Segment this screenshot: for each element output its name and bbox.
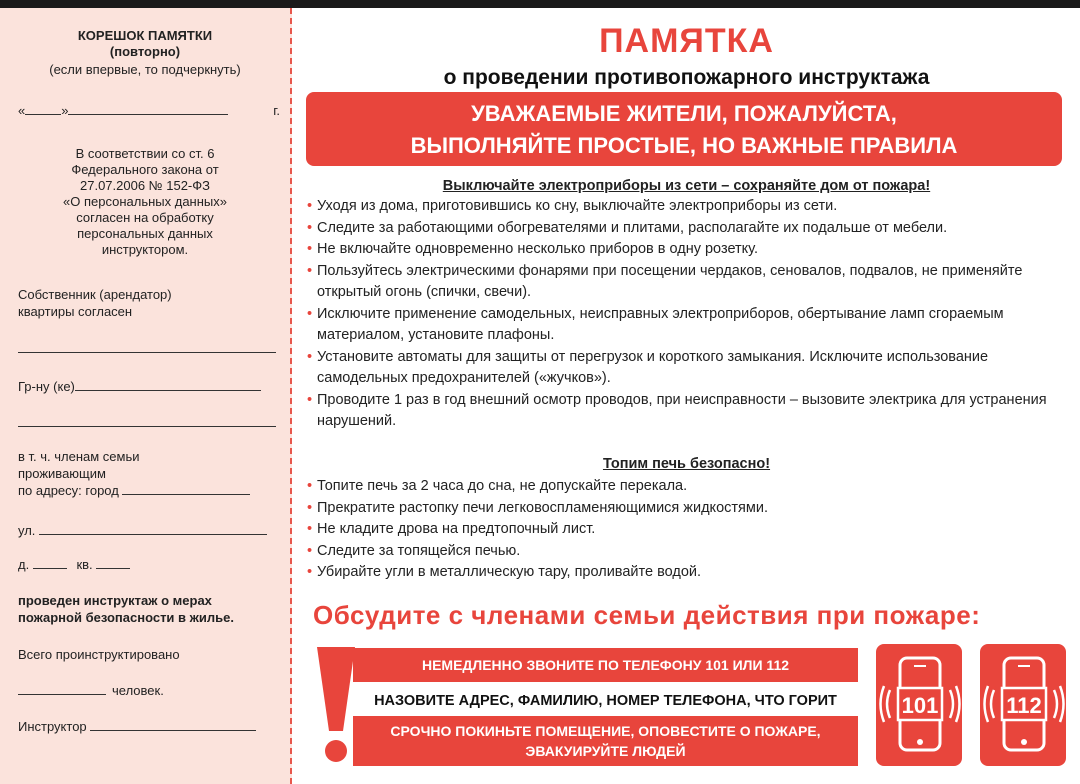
electric-section-title: Выключайте электроприборы из сети – сохраняйте дом от пожара!: [442, 178, 931, 194]
stub-repeat: (повторно): [109, 44, 181, 59]
list-item: • Убирайте угли в металлическую тару, проливайте водой.: [307, 564, 702, 580]
stub-note: (если впервые, то подчеркнуть): [49, 62, 241, 77]
date-day-line[interactable]: [25, 102, 61, 115]
memo-content: [293, 8, 1080, 784]
list-item: • Уходя из дома, приготовившись ко сну, выключайте электроприборы из сети.: [307, 198, 838, 214]
phone-101-icon: [876, 644, 962, 766]
stub-conducted: проведен инструктаж о мерах пожарной безопасности в жилье.: [18, 593, 234, 625]
stub-citizen: Гр-ну (ке): [18, 378, 276, 395]
stub-family: в т. ч. членам семьи проживающим по адресу: город: [18, 448, 276, 499]
citizen-extra-line[interactable]: [18, 426, 276, 427]
stub-total: Всего проинструктировано: [18, 647, 180, 662]
phone-112-number: 112: [1006, 693, 1042, 718]
stove-rules-list: [307, 476, 1065, 584]
list-item: • Пользуйтесь электрическими фонарями при посещении чердаков, сеновалов, подвалов, не применяйте открытый огонь (спички, свечи).: [307, 262, 1023, 300]
action-evacuate-bar: СРОЧНО ПОКИНЬТЕ ПОМЕЩЕНИЕ, ОПОВЕСТИТЕ О ПОЖАРЕ, ЭВАКУИРУЙТЕ ЛЮДЕЙ: [353, 716, 858, 766]
phone-101-number: 101: [901, 693, 939, 718]
memo-title: ПАМЯТКА: [599, 22, 774, 60]
stub-instructor: Инструктор: [18, 718, 276, 735]
electric-rules-list: [307, 196, 1065, 433]
list-item: • Следите за работающими обогревателями и плитами, располагайте их подальше от мебели.: [307, 219, 948, 236]
city-line[interactable]: [122, 482, 250, 495]
memo-subtitle: о проведении противопожарного инструктажа: [443, 66, 930, 89]
list-item: • Следите за топящейся печью.: [307, 542, 521, 559]
instructor-line[interactable]: [90, 718, 256, 731]
memo-page: [0, 8, 1080, 784]
list-item: • Исключите применение самодельных, неисправных электроприборов, обертывание ламп сгораемым материалом, установите плафоны.: [307, 305, 1004, 343]
action-call-bar: НЕМЕДЛЕННО ЗВОНИТЕ ПО ТЕЛЕФОНУ 101 ИЛИ 112: [353, 648, 858, 682]
appeal-banner: УВАЖАЕМЫЕ ЖИТЕЛИ, ПОЖАЛУЙСТА, ВЫПОЛНЯЙТЕ ПРОСТЫЕ, НО ВАЖНЫЕ ПРАВИЛА: [306, 92, 1062, 166]
phone-112-tile: [980, 644, 1066, 766]
stub-street: ул.: [18, 522, 276, 539]
list-item: • Не включайте одновременно несколько приборов в одну розетку.: [307, 241, 758, 257]
action-tell-bar: НАЗОВИТЕ АДРЕС, ФАМИЛИЮ, НОМЕР ТЕЛЕФОНА, ЧТО ГОРИТ: [374, 693, 837, 709]
owner-signature-line[interactable]: [18, 352, 276, 353]
stub-owner: Собственник (арендатор) квартиры согласен: [18, 287, 172, 319]
list-item: • Установите автоматы для защиты от перегрузок и короткого замыкания. Исключите использование самодельных предохранителей («жучков»).: [307, 348, 989, 386]
list-item: • Топите печь за 2 часа до сна, не допускайте перекала.: [307, 478, 688, 494]
stub-consent: В соответствии со ст. 6 Федерального закона от 27.07.2006 № 152-ФЗ «О персональных данных» согласен на обработку персональных данных инструктором.: [63, 146, 227, 257]
stub-title: КОРЕШОК ПАМЯТКИ: [77, 28, 213, 43]
list-item: • Не кладите дрова на предтопочный лист.: [307, 521, 596, 537]
people-count-line[interactable]: [18, 682, 106, 695]
phone-112-icon: [980, 644, 1066, 766]
phone-101-tile: [876, 644, 962, 766]
street-line[interactable]: [39, 522, 267, 535]
discuss-title: Обсудите с членами семьи действия при пожаре:: [313, 600, 981, 630]
stove-section-title: Топим печь безопасно!: [602, 456, 771, 472]
stub-people: человек.: [18, 682, 276, 699]
date-month-line[interactable]: [68, 102, 228, 115]
apartment-line[interactable]: [96, 556, 130, 569]
stub-date-field: « » г.: [18, 103, 280, 118]
list-item: • Прекратите растопку печи легковоспламеняющимися жидкостями.: [307, 499, 768, 516]
list-item: • Проводите 1 раз в год внешний осмотр проводов, при неисправности – вызовите электрика для устранения нарушений.: [307, 391, 1047, 429]
stub-house: д. кв.: [18, 556, 276, 573]
memo-stub: [0, 8, 292, 784]
citizen-name-line[interactable]: [75, 378, 261, 391]
house-line[interactable]: [33, 556, 67, 569]
